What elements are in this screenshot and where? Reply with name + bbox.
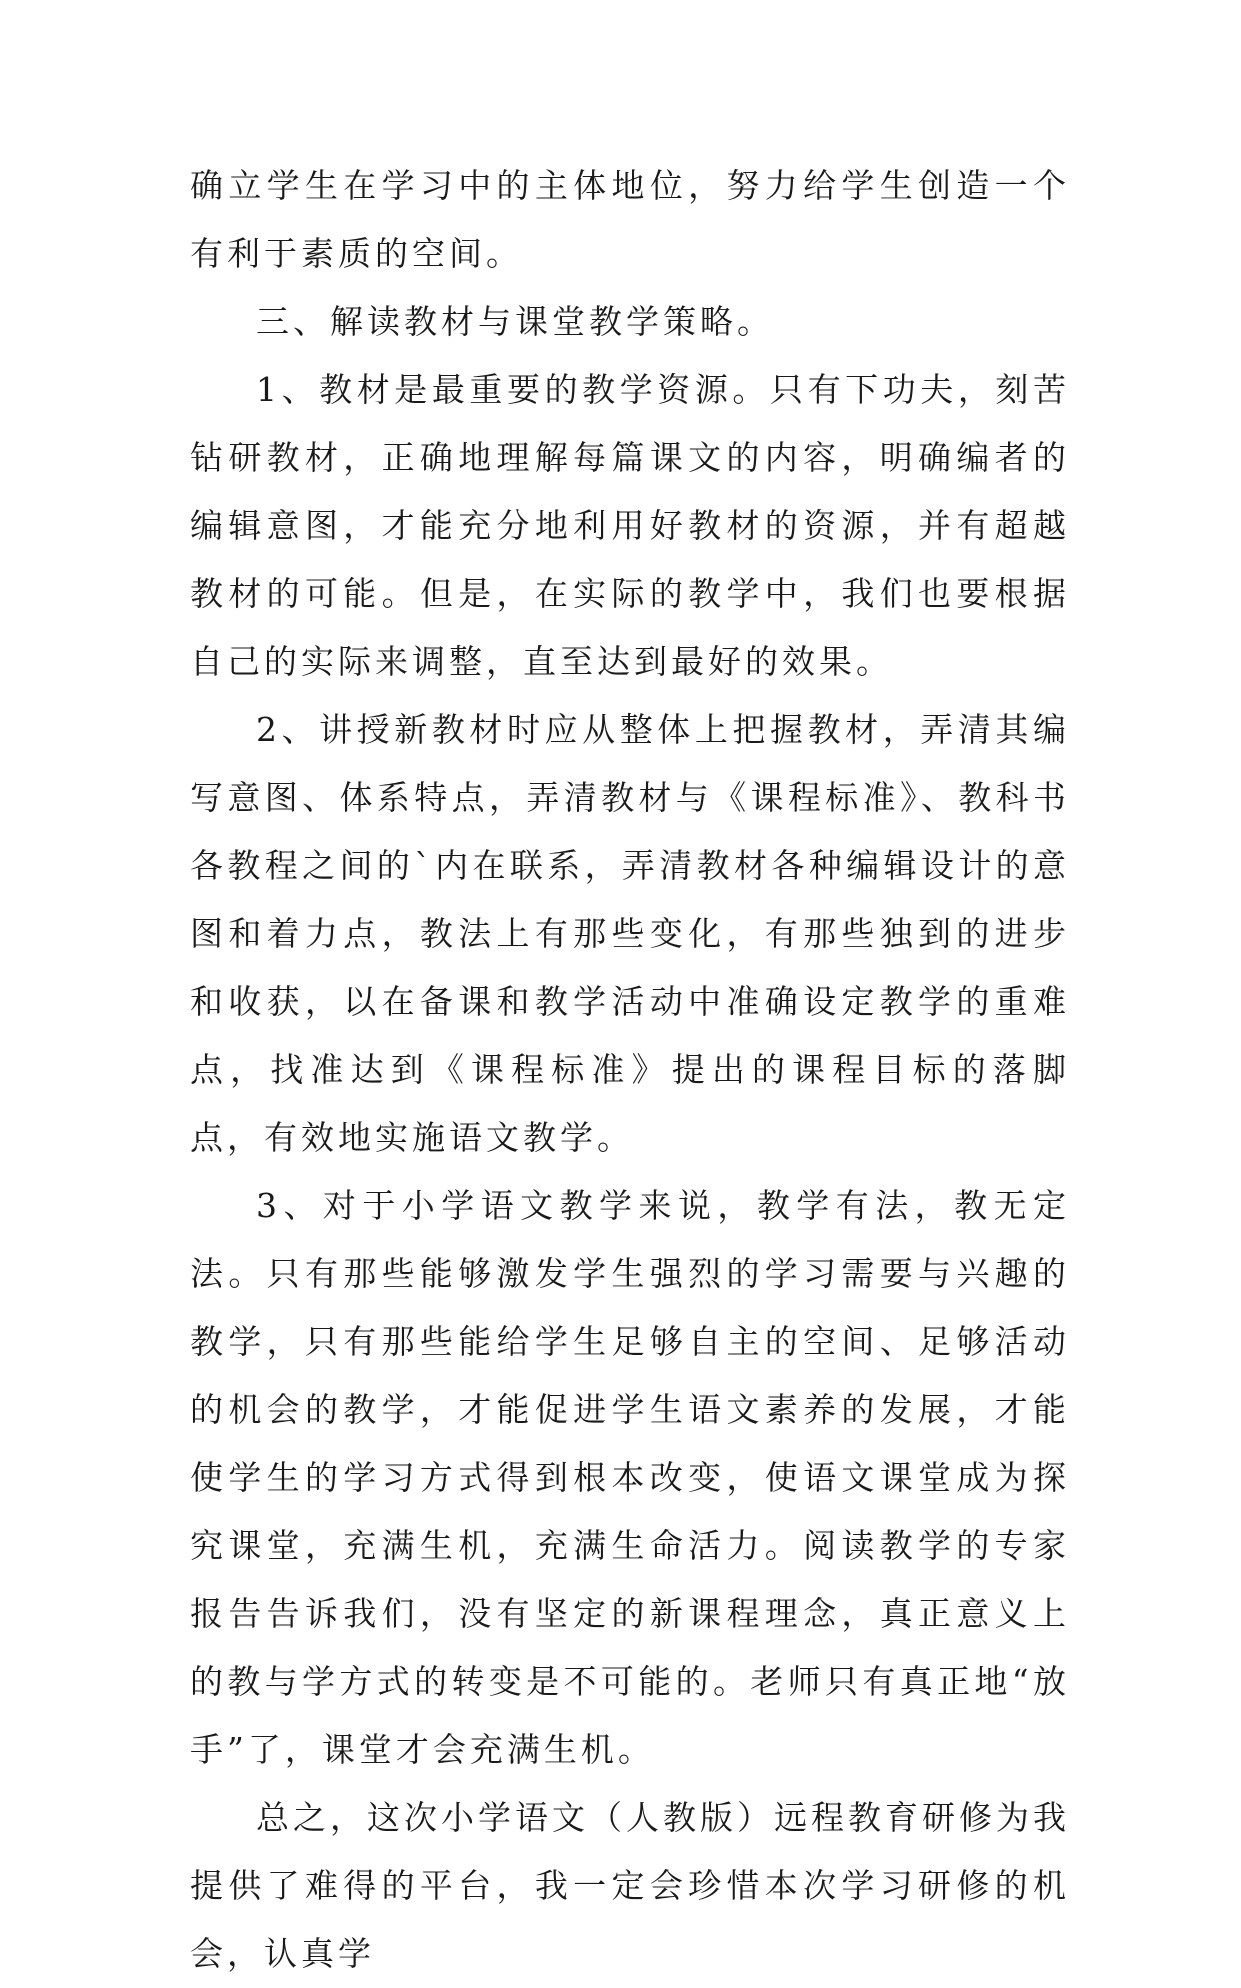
paragraph-3: 3、对于小学语文教学来说，教学有法，教无定法。只有那些能够激发学生强烈的学习需要与兴趣的教学，只有那些能给学生足够自主的空间、足够活动的机会的教学，才能促进学生语文素养的发展，才能使学生的学习方式得到根本改变，使语文课堂成为探究课堂，充满生机，充满生命活力。阅读教学的专家报告告诉我们，没有坚定的新课程理念，真正意义上的教与学方式的转变是不可能的。老师只有真正地“放手”了，课堂才会充满生机。 — [190, 1186, 1070, 1769]
paragraph-conclusion: 总之，这次小学语文（人教版）远程教育研修为我提供了难得的平台，我一定会珍惜本次学习研修的机会，认真学 — [190, 1798, 1070, 1973]
paragraph-2: 2、讲授新教材时应从整体上把握教材，弄清其编写意图、体系特点，弄清教材与《课程标准》、教科书各教程之间的`内在联系，弄清教材各种编辑设计的意图和着力点，教法上有那些变化，有那些独到的进步和收获，以在备课和教学活动中准确设定教学的重难点，找准达到《课程标准》提出的课程目标的落脚点，有效地实施语文教学。 — [190, 710, 1070, 1157]
document-body — [190, 152, 1070, 1988]
section-heading: 三、解读教材与课堂教学策略。 — [256, 302, 774, 341]
paragraph-1: 1、教材是最重要的教学资源。只有下功夫，刻苦钻研教材，正确地理解每篇课文的内容，明确编者的编辑意图，才能充分地利用好教材的资源，并有超越教材的可能。但是，在实际的教学中，我们也要根据自己的实际来调整，直至达到最好的效果。 — [190, 370, 1070, 681]
paragraph-continuation: 确立学生在学习中的主体地位，努力给学生创造一个有利于素质的空间。 — [190, 166, 1070, 273]
